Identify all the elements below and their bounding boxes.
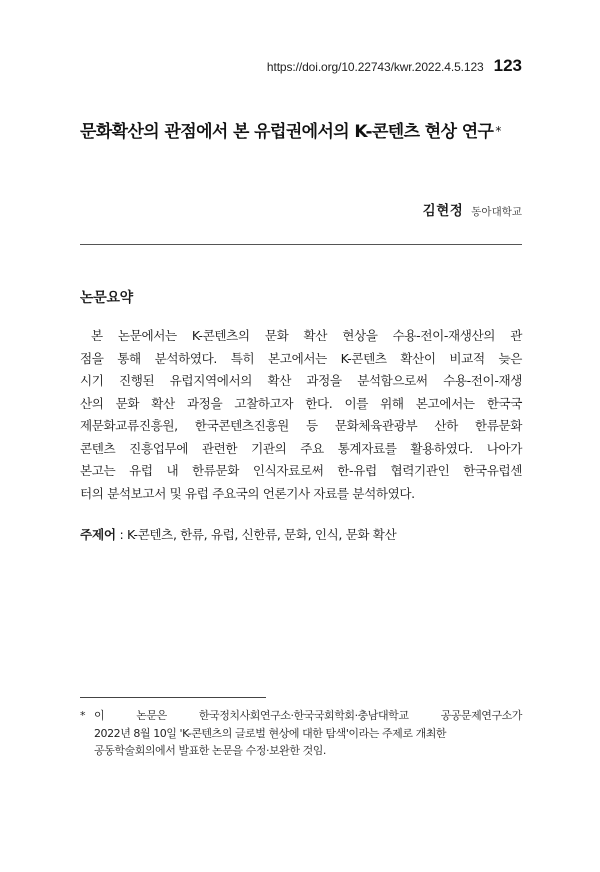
footnote (80, 707, 522, 760)
footnote-line: 2022년 8월 10일 'K-콘텐츠의 글로벌 현상에 대한 탐색'이라는 주제로 개최한 (94, 726, 447, 740)
footnote-line: 공동학술회의에서 발표한 논문을 수정·보완한 것임. (94, 744, 326, 757)
footnote-line-text: 이 논문은 한국정치사회연구소·한국국회학회·충남대학교 공공문제연구소가 (94, 709, 522, 722)
abstract-line: 시기 진행된 유럽지역에서의 확산 과정을 분석함으로써 수용-전이-재생 (80, 373, 522, 388)
footnote-line (80, 707, 522, 725)
abstract-line: 제문화교류진흥원, 한국콘텐츠진흥원 등 문화체육관광부 산하 한류문화 (80, 418, 522, 433)
abstract-line: 터의 분석보고서 및 유럽 주요국의 언론기사 자료를 분석하였다. (80, 485, 415, 501)
abstract-heading: 논문요약 (80, 290, 133, 306)
keywords-text: K-콘텐츠, 한류, 유럽, 신한류, 문화, 인식, 문화 확산 (126, 527, 397, 542)
abstract-body (80, 325, 522, 505)
author-name: 김현정 (422, 203, 464, 219)
keywords-separator: : (115, 527, 127, 542)
keywords (80, 524, 522, 543)
abstract-line: 산의 문화 확산 과정을 고찰하고자 한다. 이를 위해 본고에서는 한국국 (80, 395, 522, 411)
paper-title-text: 문화확산의 관점에서 본 유럽권에서의 K-콘텐츠 현상 연구 (80, 122, 494, 142)
doi-link[interactable]: https://doi.org/10.22743/kwr.2022.4.5.123 (266, 60, 484, 74)
abstract-line: 본고는 유럽 내 한류문화 인식자료로써 한-유럽 협력기관인 한국유럽센 (80, 463, 522, 478)
footnote-divider (80, 697, 266, 698)
abstract-line: 콘텐츠 진흥업무에 관련한 기관의 주요 통계자료를 활용하였다. 나아가 (80, 440, 522, 456)
page-number: 123 (493, 56, 522, 75)
keywords-label: 주제어 (80, 527, 116, 542)
author-line (423, 199, 522, 219)
paper-title (80, 117, 540, 142)
title-footnote-mark[interactable]: * (495, 124, 501, 138)
abstract-line: 점을 통해 분석하였다. 특히 본고에서는 K-콘텐츠 확산이 비교적 늦은 (80, 350, 522, 366)
running-header (267, 56, 522, 76)
abstract-line: 본 논문에서는 K-콘텐츠의 문화 확산 현상을 수용-전이-재생산의 관 (91, 328, 522, 343)
title-divider (80, 244, 522, 245)
author-affiliation: 동아대학교 (471, 206, 522, 218)
footnote-mark: * (80, 709, 86, 722)
